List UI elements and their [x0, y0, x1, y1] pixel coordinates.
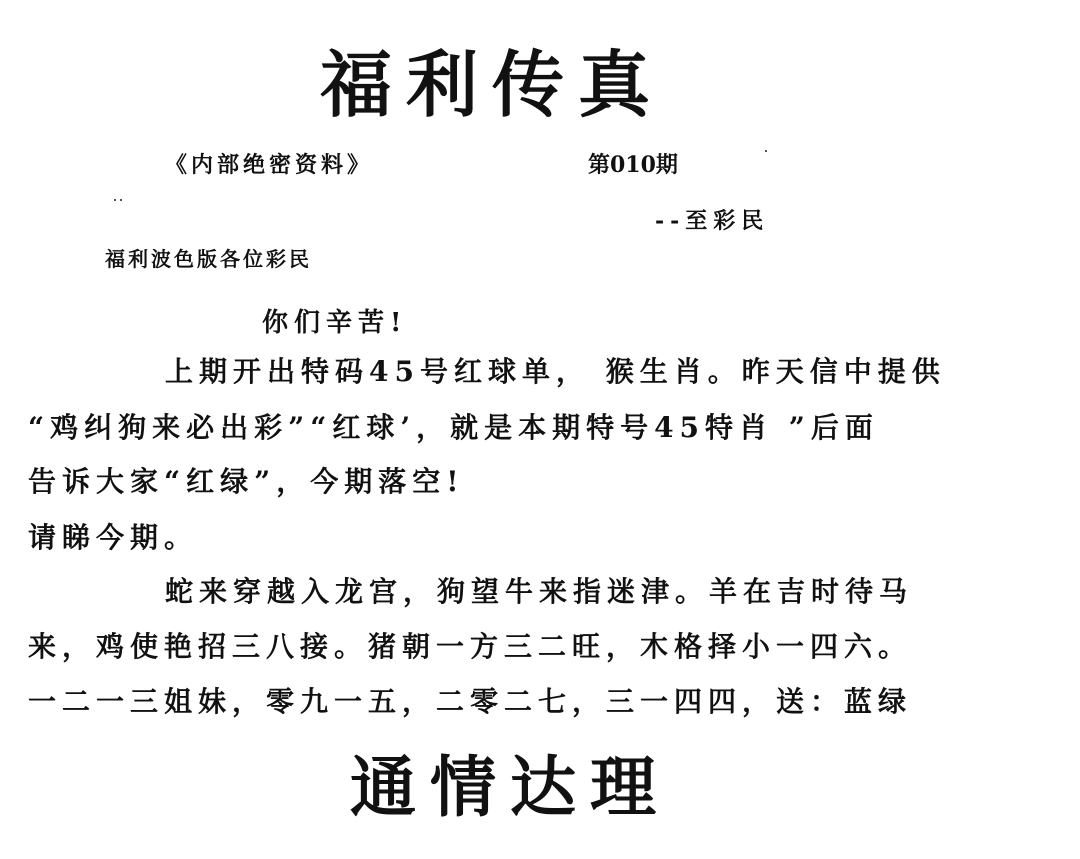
body-line-4: 请睇今期。: [28, 521, 199, 554]
body-line-2: “鸡纠狗来必出彩”“红球’，就是本期特号45特肖 ”后面: [28, 411, 879, 444]
document-title: 福利传真: [320, 42, 665, 127]
salutation: 福利波色版各位彩民: [105, 247, 312, 271]
document-subtitle: 《内部绝密资料》: [165, 152, 374, 178]
body-line-7: 一二一三姐妹，零九一五，二零二七，三一四四，送：蓝绿: [28, 685, 913, 718]
sender-line: --至彩民: [655, 208, 770, 234]
closing-phrase: 通情达理: [350, 748, 670, 826]
scan-speck: [114, 199, 116, 201]
scan-speck: [120, 199, 122, 201]
scan-speck: [765, 150, 767, 152]
body-line-5: 蛇来穿越入龙宫，狗望牛来指迷津。羊在吉时待马: [165, 575, 914, 608]
issue-number: 第010期: [588, 152, 678, 178]
body-line-6: 来，鸡使艳招三八接。猪朝一方三二旺，木格择小一四六。: [28, 630, 913, 663]
greeting: 你们辛苦!: [262, 308, 408, 338]
body-line-1: 上期开出特码45号红球单， 猴生肖。昨天信中提供: [165, 355, 946, 388]
body-line-3: 告诉大家“红绿”，今期落空!: [28, 465, 465, 498]
